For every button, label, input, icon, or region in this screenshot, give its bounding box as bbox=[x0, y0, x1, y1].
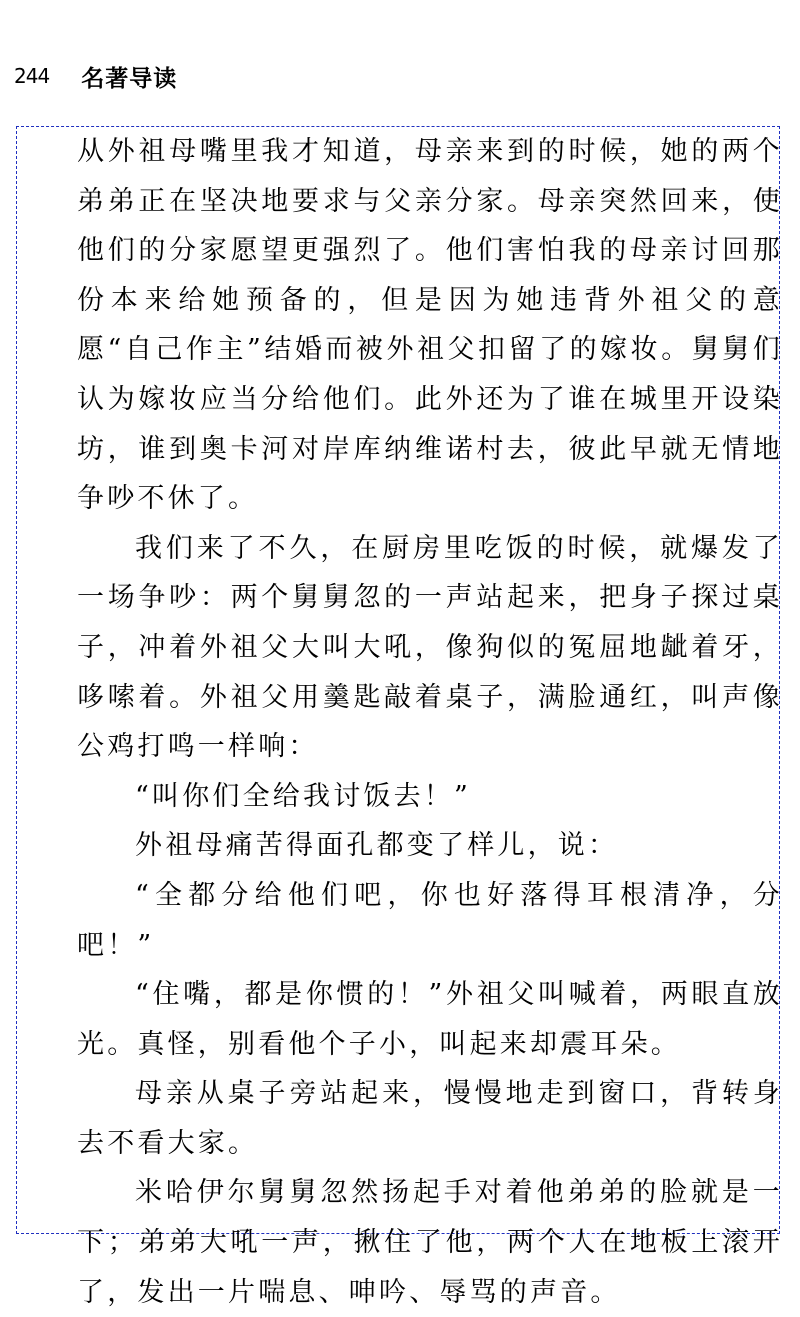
page-number: 244 bbox=[14, 64, 50, 88]
paragraph: “全都分给他们吧，你也好落得耳根清净，分吧！” bbox=[77, 879, 783, 961]
paragraph: 从外祖母嘴里我才知道，母亲来到的时候，她的两个弟弟正在坚决地要求与父亲分家。母亲突然回来，使他们的分家愿望更强烈了。他们害怕我的母亲讨回那份本来给她预备的，但是因为她违背外祖父的意愿“自己作主”结婚而被外祖父扣留了的嫁妆。舅舅们认为嫁妆应当分给他们。此外还为了谁在城里开设染坊，谁到奥卡河对岸库纳维诺村去，彼此早就无情地争吵不休了。 bbox=[77, 136, 783, 515]
text-body bbox=[77, 127, 783, 1317]
book-title: 名著导读 bbox=[81, 65, 178, 92]
paragraph: “住嘴，都是你惯的！”外祖父叫喊着，两眼直放光。真怪，别看他个子小，叫起来却震耳朵。 bbox=[77, 979, 783, 1060]
paragraph: 我们来了不久，在厨房里吃饭的时候，就爆发了一场争吵：两个舅舅忽的一声站起来，把身子探过桌子，冲着外祖父大叫大吼，像狗似的冤屈地龇着牙，哆嗦着。外祖父用羹匙敲着桌子，满脸通红，叫声像公鸡打鸣一样响： bbox=[77, 532, 783, 763]
paragraph: 母亲从桌子旁站起来，慢慢地走到窗口，背转身去不看大家。 bbox=[77, 1078, 783, 1159]
paragraph: “叫你们全给我讨饭去！” bbox=[135, 780, 472, 812]
paragraph: 外祖母痛苦得面孔都变了样儿，说： bbox=[135, 830, 619, 862]
text-frame bbox=[16, 126, 783, 1308]
paragraph: 米哈伊尔舅舅忽然扬起手对着他弟弟的脸就是一下；弟弟大吼一声，揪住了他，两个人在地板上滚开了，发出一片喘息、呻吟、辱骂的声音。 bbox=[77, 1177, 783, 1308]
page-header bbox=[14, 58, 177, 94]
